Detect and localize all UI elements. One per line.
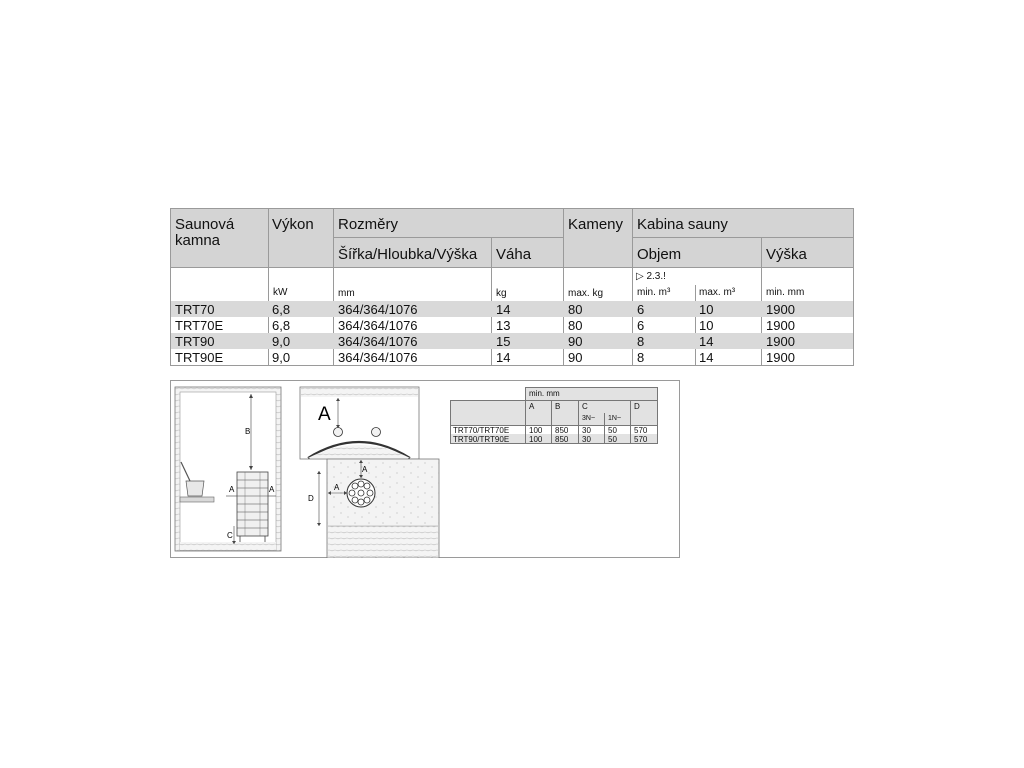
distance-col-a: A [529, 402, 535, 411]
cell-model: TRT70 [175, 302, 215, 317]
cell-dims: 364/364/1076 [338, 334, 418, 349]
header-dimensions: Rozměry [338, 216, 399, 233]
distance-sub-1n: 1N~ [608, 415, 622, 422]
distance-border [657, 387, 658, 443]
cell-height: 1900 [766, 318, 795, 333]
cell-weight: 14 [496, 302, 511, 317]
distance-model: TRT70/TRT70E [453, 426, 510, 435]
distance-header-background [450, 400, 658, 425]
cell-dims: 364/364/1076 [338, 350, 418, 365]
side-view-diagram [175, 387, 281, 551]
cell-vol-min: 8 [637, 350, 645, 365]
dim-label-a-right: A [269, 485, 275, 494]
cell-power: 6,8 [272, 302, 291, 317]
top-view-diagram [308, 459, 439, 558]
cell-vol-min: 6 [637, 302, 645, 317]
distance-border [630, 400, 631, 443]
col-divider [695, 285, 696, 366]
distance-model: TRT90/TRT90E [453, 435, 510, 444]
cell-weight: 15 [496, 334, 511, 349]
distance-title: min. mm [529, 389, 560, 398]
distance-b: 850 [555, 435, 569, 444]
cell-vol-min: 6 [637, 318, 645, 333]
header-model: Saunová kamna [175, 216, 235, 249]
cell-model: TRT70E [175, 318, 224, 333]
dim-label-b: B [245, 427, 251, 436]
distance-a: 100 [529, 426, 543, 435]
distance-col-c: C [582, 402, 588, 411]
distance-border [450, 400, 658, 401]
distance-a: 100 [529, 435, 543, 444]
distance-c-3n: 30 [582, 426, 591, 435]
dim-label-c: C [227, 531, 233, 540]
cell-model: TRT90 [175, 334, 215, 349]
cell-height: 1900 [766, 334, 795, 349]
kabina-sub-divider [632, 237, 854, 238]
header-dims-sub: Šířka/Hloubka/Výška [338, 246, 478, 263]
header-power: Výkon [272, 216, 314, 233]
distance-sub-3n: 3N~ [582, 415, 596, 422]
cell-stones: 90 [568, 334, 583, 349]
cell-dims: 364/364/1076 [338, 318, 418, 333]
cell-power: 6,8 [272, 318, 291, 333]
cell-model: TRT90E [175, 350, 224, 365]
unit-dims: mm [338, 288, 355, 299]
min-distance-table [450, 387, 658, 447]
dim-label-a-left: A [229, 485, 235, 494]
cell-height: 1900 [766, 350, 795, 365]
dim-label-a-side: A [334, 483, 340, 492]
header-divider [170, 267, 854, 268]
cell-weight: 13 [496, 318, 511, 333]
reference-note: ▷ 2.3.! [636, 271, 666, 282]
distance-d: 570 [634, 435, 648, 444]
cell-weight: 14 [496, 350, 511, 365]
cell-stones: 80 [568, 302, 583, 317]
header-height: Výška [766, 246, 807, 263]
cell-vol-max: 14 [699, 350, 714, 365]
distance-b: 850 [555, 426, 569, 435]
distance-border [450, 400, 451, 443]
distance-c-1n: 50 [608, 426, 617, 435]
cell-vol-max: 10 [699, 318, 714, 333]
cell-power: 9,0 [272, 334, 291, 349]
distance-border [551, 400, 552, 443]
unit-weight: kg [496, 288, 507, 299]
cell-vol-max: 14 [699, 334, 714, 349]
cell-vol-min: 8 [637, 334, 645, 349]
header-weight: Váha [496, 246, 532, 263]
distance-col-d: D [634, 402, 640, 411]
cell-height: 1900 [766, 302, 795, 317]
spec-table [170, 208, 854, 366]
distance-border [604, 413, 605, 443]
unit-stones: max. kg [568, 288, 604, 299]
distance-border [578, 400, 579, 443]
rozmery-sub-divider [333, 237, 563, 238]
cell-vol-max: 10 [699, 302, 714, 317]
unit-vol-max: max. m³ [699, 287, 736, 298]
distance-border [525, 387, 526, 443]
cell-dims: 364/364/1076 [338, 302, 418, 317]
dim-label-d: D [308, 494, 314, 503]
distance-border [525, 387, 658, 388]
unit-height: min. mm [766, 287, 805, 298]
cell-stones: 90 [568, 350, 583, 365]
dim-label-a-large: A [318, 404, 331, 425]
header-cabin: Kabina sauny [637, 216, 728, 233]
cell-stones: 80 [568, 318, 583, 333]
clearance-detail-a [300, 387, 419, 459]
distance-c-3n: 30 [582, 435, 591, 444]
cell-power: 9,0 [272, 350, 291, 365]
distance-d: 570 [634, 426, 648, 435]
distance-col-b: B [555, 402, 561, 411]
header-volume: Objem [637, 246, 682, 263]
distance-c-1n: 50 [608, 435, 617, 444]
dim-label-a-top: A [362, 465, 368, 474]
header-stones: Kameny [568, 216, 624, 233]
unit-vol-min: min. m³ [637, 287, 671, 298]
unit-power: kW [273, 287, 288, 298]
